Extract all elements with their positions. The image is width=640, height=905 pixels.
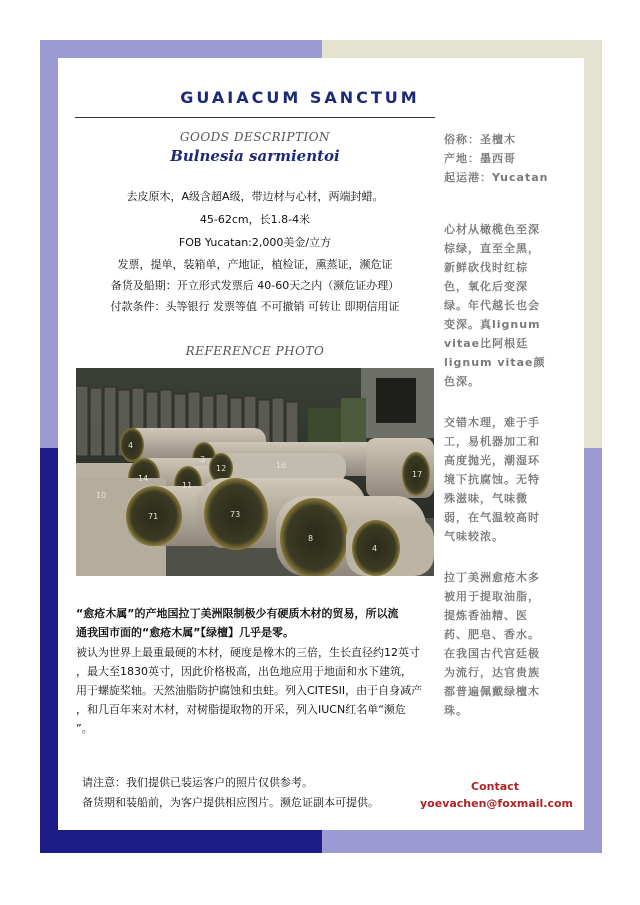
spec-line-shipping: 备货及船期：开立形式发票后 40-60天之内（濒危证办理）	[110, 279, 400, 292]
text-line: 工，易机器加工和	[444, 435, 540, 448]
spec-line-price: FOB Yucatan:2,000美金/立方	[178, 236, 332, 249]
fact-port: 起运港：Yucatan	[444, 171, 549, 184]
text-line: 药、肥皂、香水。	[444, 628, 540, 641]
text-line: 气味较浓。	[444, 530, 504, 543]
text-line: 被认为世界上最重最硬的木材，硬度是橡木的三倍，生长直径约12英寸	[76, 646, 420, 659]
text-line: lignum vitae颜	[444, 356, 546, 369]
reference-photo	[76, 368, 434, 576]
log-label: 4	[372, 544, 378, 553]
log-label: 12	[216, 464, 227, 473]
property-paragraph	[76, 643, 436, 738]
footer-notes	[82, 773, 412, 813]
note-line: 请注意：我们提供已装运客户的照片仅供参考。	[82, 776, 313, 789]
spec-line-documents: 发票，提单，装箱单，产地证，植检证，熏蒸证，濒危证	[117, 258, 393, 271]
spec-line-size: 45-62cm，长1.8-4米	[199, 213, 311, 226]
goods-description-heading: GOODS DESCRIPTION	[179, 130, 331, 144]
text-line: 通我国市面的“愈疮木属”【绿檀】几乎是零。	[76, 626, 294, 639]
fact-origin: 产地：墨西哥	[444, 152, 516, 165]
text-line: 殊滋味，气味微	[444, 492, 528, 505]
text-line: 拉丁美洲愈疮木多	[444, 571, 540, 584]
text-line: ，和几百年来对木材，对树脂提取物的开采，列入IUCN红名单“濒危	[76, 703, 406, 716]
log-label: 14	[138, 474, 149, 483]
log-label: 3	[200, 455, 206, 464]
text-line: 心材从橄榄色至深	[444, 223, 540, 236]
reference-photo-heading: REFERENCE PHOTO	[185, 344, 325, 358]
contact-label: Contact	[471, 780, 519, 793]
text-line: 都普遍佩戴绿檀木	[444, 685, 540, 698]
text-line: 新鲜砍伐时红棕	[444, 261, 528, 274]
note-line: 备货期和装船前，为客户提供相应图片。濒危证副本可提供。	[82, 796, 379, 809]
text-line: ，最大至1830英寸，因此价格极高，出色地应用于地面和水下建筑，	[76, 665, 412, 678]
contact-email-link[interactable]: yoevachen@foxmail.com	[420, 797, 574, 810]
text-line: 色，氧化后变深	[444, 280, 528, 293]
log-label: 71	[148, 512, 159, 521]
species-name: Bulnesia sarmientoi	[170, 147, 340, 165]
sidebar-paragraph-usage	[444, 568, 569, 720]
title-divider	[75, 117, 435, 118]
text-line: 棕绿，直至全黑，	[444, 242, 540, 255]
log-label: 17	[412, 470, 423, 479]
spec-line-payment: 付款条件：头等银行 发票等值 不可撤销 可转让 即期信用证	[110, 300, 400, 313]
text-line: 绿。年代越长也会	[444, 299, 540, 312]
spec-line-grade: 去皮原木，A级含超A级，带边材与心材，两端封蜡。	[126, 190, 384, 203]
log-label: 8	[308, 534, 314, 543]
text-line: 变深。真lignum	[444, 318, 541, 331]
text-line: 交错木理，难于手	[444, 416, 540, 429]
text-line: 色深。	[444, 375, 480, 388]
text-line: 在我国古代宫廷极	[444, 647, 540, 660]
trade-paragraph	[76, 604, 436, 642]
log-label: 16	[276, 461, 287, 470]
text-line: 弱，在气温较高时	[444, 511, 540, 524]
text-line: ”。	[76, 722, 93, 735]
log-label: 4	[128, 441, 134, 450]
text-line: 珠。	[444, 704, 468, 717]
text-line: 被用于提取油脂，	[444, 590, 540, 603]
log-label: 73	[230, 510, 241, 519]
text-line: “愈疮木属”的产地国拉丁美洲限制极少有硬质木材的贸易，所以流	[76, 607, 399, 620]
page-title: GUAIACUM SANCTUM	[180, 88, 420, 107]
text-line: vitae比阿根廷	[444, 337, 529, 350]
log-label: 11	[182, 481, 193, 490]
fact-common-name: 俗称：圣檀木	[444, 133, 516, 146]
sidebar-paragraph-texture	[444, 413, 569, 546]
text-line: 境下抗腐蚀。无特	[444, 473, 540, 486]
sidebar-paragraph-color	[444, 220, 569, 391]
text-line: 为流行，达官贵族	[444, 666, 540, 679]
text-line: 提炼香油精、医	[444, 609, 528, 622]
text-line: 高度抛光，潮湿环	[444, 454, 540, 467]
log-label: 10	[96, 491, 107, 500]
sidebar-facts	[444, 130, 569, 187]
text-line: 用于螺旋桨轴。天然油脂防护腐蚀和虫蛀。列入CITESII，由于自身减产	[76, 684, 423, 697]
